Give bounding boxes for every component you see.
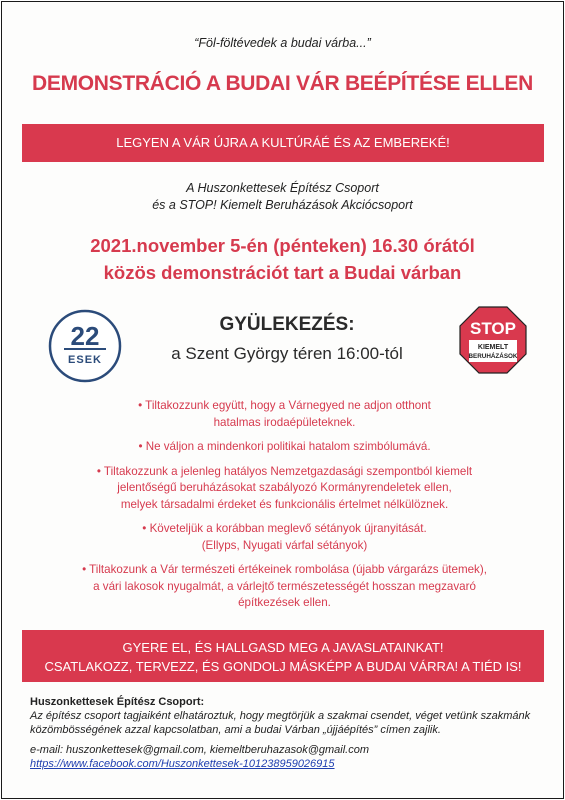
footer-heading: Huszonkettesek Építész Csoport: — [30, 696, 205, 708]
footer-facebook — [30, 757, 540, 771]
stop-line1: KIEMELT — [477, 344, 509, 351]
list-item-line: jelentőségű beruházásokat szabályozó Kormányrendeletek ellen, — [117, 481, 452, 494]
bottom-banner — [22, 630, 544, 682]
list-item — [32, 439, 537, 456]
list-item-line: • Tiltakozunk a Vár természeti értékeinek rombolása (újabb várgarázs ütemek), — [82, 563, 487, 576]
event-announcement — [2, 232, 563, 286]
quote-text: “Föl-föltévedek a budai várba...” — [194, 36, 371, 50]
organizer-line: és a STOP! Kiemelt Beruházások Akciócsoport — [152, 198, 413, 212]
demands-list — [32, 398, 537, 620]
logo-number: 22 — [70, 321, 100, 351]
list-item-line: (Ellyps, Nyugati várfal sétányok) — [201, 538, 368, 552]
list-item-line: • Tiltakozzunk együtt, hogy a Várnegyed ne adjon otthont — [138, 399, 431, 412]
meeting-heading: GYÜLEKEZÉS: — [219, 314, 355, 335]
top-banner-text: LEGYEN A VÁR ÚJRA A KULTÚRÁÉ ÉS AZ EMBEREKÉ! — [116, 135, 450, 150]
page-title: DEMONSTRÁCIÓ A BUDAI VÁR BEÉPÍTÉSE ELLEN — [32, 72, 533, 95]
top-banner — [22, 124, 544, 162]
list-item-line: melyek társadalmi érdeket és funkcionális értelmet nélkülöznek. — [120, 497, 449, 511]
stop-label: STOP — [470, 319, 516, 338]
bottom-banner-line: GYERE EL, ÉS HALLGASD MEG A JAVASLATAINKAT! — [122, 640, 444, 655]
footer — [30, 695, 540, 771]
list-item-line: • Követeljük a korábban meglevő sétányok újranyitását. — [142, 522, 427, 535]
event-place-line: közös demonstrációt tart a Budai várban — [103, 262, 462, 283]
list-item-line: a vári lakosok nyugalmát, a várlejtő természetességét hosszan megzavaró — [93, 579, 476, 593]
list-item — [32, 398, 537, 431]
footer-paragraph: Az építész csoport tagjaiként elhatároztuk, hogy megtörjük a szakmai csendet, véget vetünk szakmánk közömbösségének azzal kapcsolatban, ami a budai Várban „újjáépítés” címen zajlik. — [30, 710, 531, 736]
bottom-banner-line: CSATLAKOZZ, TERVEZZ, ÉS GONDOLJ MÁSKÉPP A BUDAI VÁRRA! A TIÉD IS! — [44, 659, 522, 674]
list-item-line: építkezések ellen. — [238, 596, 331, 609]
facebook-link[interactable]: https://www.facebook.com/Huszonkettesek-101238959026915 — [30, 758, 335, 770]
stop-line2: BERUHÁZÁSOK — [468, 353, 518, 360]
event-date-line: 2021.november 5-én (pénteken) 16.30 órától — [90, 235, 475, 256]
huszonkettesek-logo-icon — [48, 309, 122, 383]
flyer-page — [1, 1, 564, 799]
organizers — [2, 180, 563, 214]
list-item — [32, 464, 537, 514]
meeting-place: a Szent György téren 16:00-tól — [171, 344, 403, 363]
list-item — [32, 562, 537, 612]
logo-text: ESEK — [68, 354, 102, 366]
list-item — [32, 521, 537, 554]
list-item-line: • Ne váljon a mindenkori politikai hatalom szimbólumává. — [138, 440, 431, 453]
list-item-line: • Tiltakozzunk a jelenleg hatályos Nemzetgazdasági szempontból kiemelt — [96, 464, 473, 478]
footer-emails: e-mail: huszonkettesek@gmail.com, kiemeltberuhazasok@gmail.com — [30, 744, 370, 756]
list-item-line: hatalmas irodaépületeknek. — [213, 415, 356, 429]
organizer-line: A Huszonkettesek Építész Csoport — [186, 181, 379, 195]
stop-sign-icon — [458, 305, 528, 375]
